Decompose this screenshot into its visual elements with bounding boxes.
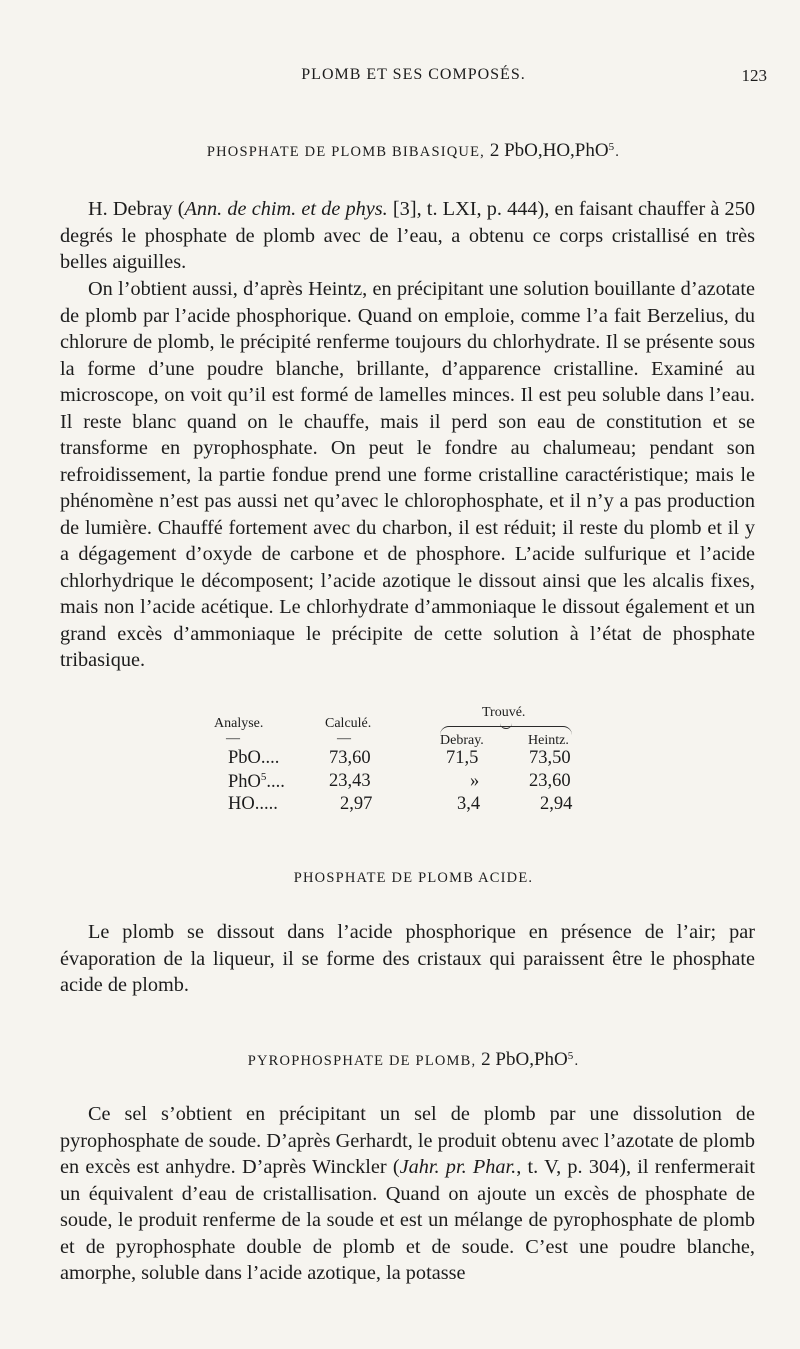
heading-end: . — [574, 1053, 580, 1069]
row-label-pbo: PbO.... — [228, 748, 280, 768]
running-title: PLOMB ET SES COMPOSÉS. — [301, 66, 526, 83]
section-heading-acide: PHOSPHATE DE PLOMB ACIDE. — [293, 870, 534, 886]
dash-calcule: — — [337, 731, 351, 746]
cell-calcule: 2,97 — [340, 794, 373, 814]
section-heading-bibasique — [60, 140, 767, 162]
heading-sup: 5 — [608, 141, 616, 154]
heading-end: . — [615, 144, 621, 160]
header-heintz: Heintz. — [528, 733, 569, 748]
heading-sup: 5 — [567, 1050, 575, 1063]
heading-text: PYROPHOSPHATE DE PLOMB, — [247, 1053, 482, 1069]
label-sup: 5 — [260, 771, 267, 783]
cell-heintz: 2,94 — [540, 794, 573, 814]
text-run: , t. V, p. 304), il renfermerait un équivalent d’eau de cristallisation. Quand on ajoute un excès de phosphate de soude, le produit renferme de la soude et est un mélange de pyrophosphate de plomb et de pyrophosphate double de plomb et de soude. C’est une poudre blanche, amorphe, soluble dans l’acide azotique, la potasse — [60, 1156, 755, 1284]
brace — [440, 726, 572, 735]
cell-heintz: 23,60 — [529, 771, 571, 791]
cell-calcule: 73,60 — [329, 748, 371, 768]
cell-debray: 71,5 — [446, 748, 479, 768]
journal-reference: Ann. de chim. et de phys. — [184, 198, 388, 220]
header-debray: Debray. — [440, 733, 484, 748]
page-number: 123 — [741, 66, 767, 85]
heading-formula: 2 PbO,HO,PhO — [489, 140, 609, 161]
cell-heintz: 73,50 — [529, 748, 571, 768]
header-trouve: Trouvé. — [482, 705, 526, 720]
label-text: PhO — [228, 772, 261, 793]
paragraph-acide: Le plomb se dissout dans l’acide phosphorique en présence de l’air; par évaporation de la liqueur, il se forme des cristaux qui paraissent être le phosphate acide de plomb. — [60, 921, 755, 996]
header-analyse: Analyse. — [214, 716, 264, 731]
label-dots: .... — [266, 772, 285, 793]
cell-debray: 3,4 — [457, 794, 481, 814]
row-label-pho5 — [228, 771, 285, 793]
cell-debray: » — [470, 771, 480, 791]
section-heading-pyrophosphate — [60, 1049, 767, 1071]
brace-tip — [500, 722, 512, 729]
paragraph-debray — [60, 196, 755, 276]
journal-reference: Jahr. pr. Phar. — [399, 1156, 517, 1178]
header-calcule: Calculé. — [325, 716, 372, 731]
running-head — [60, 66, 767, 90]
text-run: [3], t. LXI, p. 444), en faisant chauffer à 250 degrés le phosphate de plomb avec de l’eau, a obtenu ce corps cristallisé en très belles aiguilles. — [60, 198, 755, 273]
heading-text: PHOSPHATE DE PLOMB BIBASIQUE, — [206, 144, 490, 160]
text-run: H. Debray ( — [88, 198, 185, 220]
text-run: Ce sel s’obtient en précipitant un sel de plomb par une dissolution de pyrophosphate de soude. D’après Gerhardt, le produit obtenu avec l’azotate de plomb en excès est anhydre. D’après Winckler ( — [60, 1103, 755, 1178]
cell-calcule: 23,43 — [329, 771, 371, 791]
paragraph-pyrophosphate — [60, 1101, 755, 1287]
row-label-ho: HO..... — [228, 794, 278, 814]
heading-formula: 2 PbO,PhO — [481, 1049, 568, 1070]
paragraph-heintz: On l’obtient aussi, d’après Heintz, en précipitant une solution bouillante d’azotate de plomb par l’acide phosphorique. Quand on emploie, comme l’a fait Berzelius, du chlorure de plomb, le précipité renferme toujours du chlorhydrate. Il se présente sous la forme d’une poudre blanche, brillante, d’apparence cristalline. Examiné au microscope, on voit qu’il est formé de lamelles minces. Il est peu soluble dans l’eau. Il reste blanc quand on le chauffe, mais il perd son eau de constitution et se transforme en pyrophosphate. On peut le fondre au chalumeau; pendant son refroidissement, la partie fondue prend une forme cristalline caractéristique; mais le phénomène n’est pas aussi net qu’avec le chlorophosphate, et il n’y a pas production de lumière. Chauffé fortement avec du charbon, il est réduit; il reste du plomb et il y a dégagement d’oxyde de carbone et de phosphore. L’acide sulfurique et l’acide chlorhydrique le décomposent; l’acide azotique le dissout ainsi que les alcalis fixes, mais non l’acide acétique. Le chlorhydrate d’ammoniaque le dissout également et un grand excès d’ammoniaque le précipite de cette solution à l’état de phosphate tribasique. — [60, 278, 755, 671]
dash-analyse: — — [226, 731, 240, 746]
